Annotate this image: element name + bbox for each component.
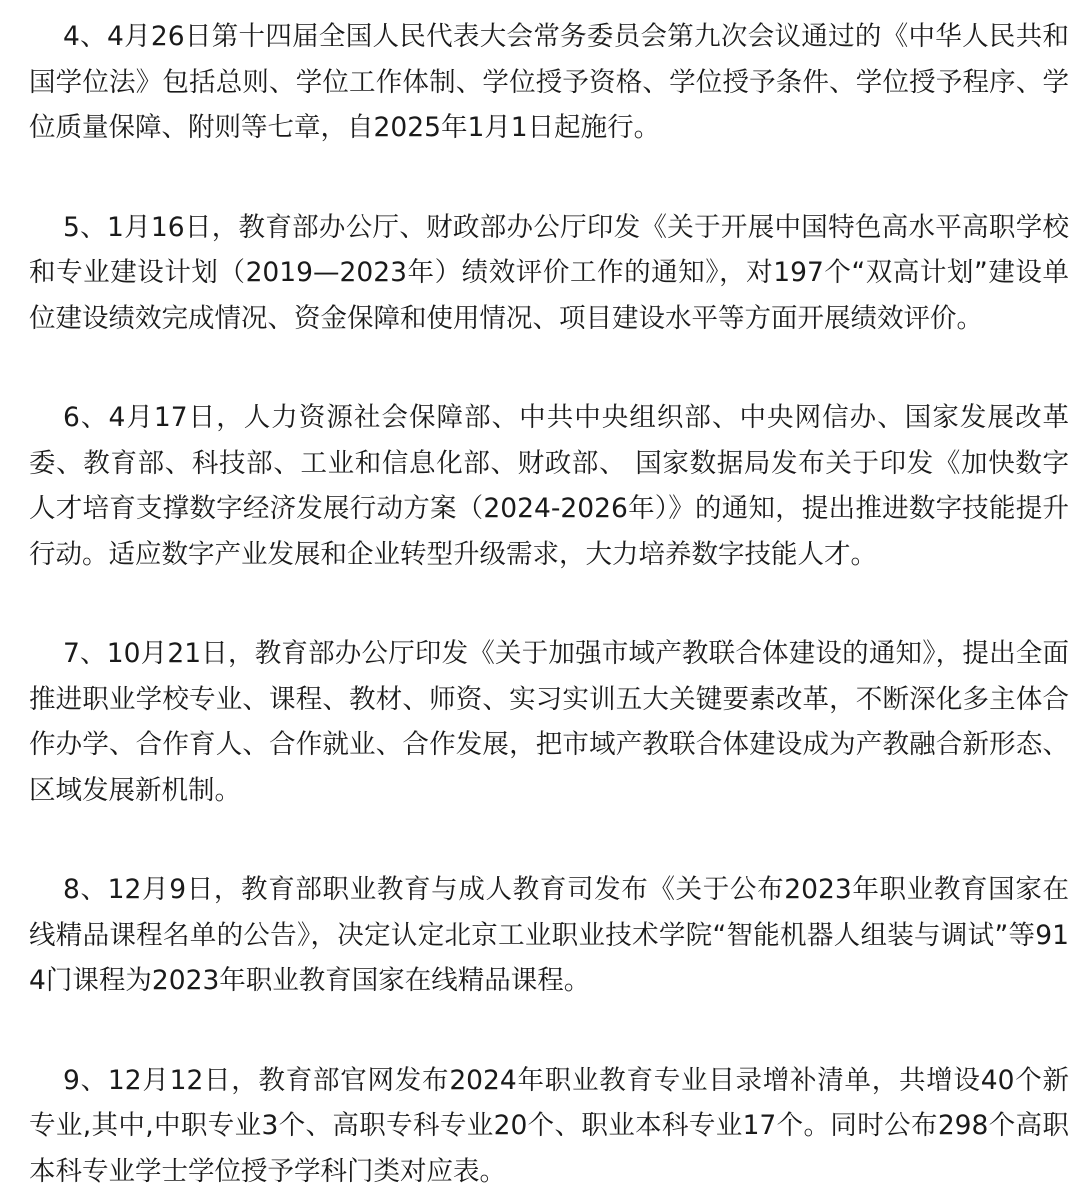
news-item-5: 5、1月16日，教育部办公厅、财政部办公厅印发《关于开展中国特色高水平高职学校和专业建设计划（2019—2023年）绩效评价工作的通知》，对197个“双高计划”建设单位建设绩效完成情况、资金保障和使用情况、项目建设水平等方面开展绩效评价。 [29,205,1069,342]
news-item-7: 7、10月21日，教育部办公厅印发《关于加强市域产教联合体建设的通知》，提出全面推进职业学校专业、课程、教材、师资、实习实训五大关键要素改革，不断深化多主体合作办学、合作育人、合作就业、合作发展，把市域产教联合体建设成为产教融合新形态、区域发展新机制。 [29,631,1069,813]
news-item-6: 6、4月17日，人力资源社会保障部、中共中央组织部、中央网信办、国家发展改革委、教育部、科技部、工业和信息化部、财政部、 国家数据局发布关于印发《加快数字人才培育支撑数字经济发展行动方案（2024-2026年）》的通知，提出推进数字技能提升行动。适应数字产业发展和企业转型升级需求，大力培养数字技能人才。 [29,395,1069,577]
news-item-8: 8、12月9日，教育部职业教育与成人教育司发布《关于公布2023年职业教育国家在线精品课程名单的公告》，决定认定北京工业职业技术学院“智能机器人组装与调试”等914门课程为2023年职业教育国家在线精品课程。 [29,867,1069,1004]
news-item-9: 9、12月12日，教育部官网发布2024年职业教育专业目录增补清单，共增设40个新专业,其中,中职专业3个、高职专科专业20个、职业本科专业17个。同时公布298个高职本科专业学士学位授予学科门类对应表。 [29,1058,1069,1194]
news-item-4: 4、4月26日第十四届全国人民代表大会常务委员会第九次会议通过的《中华人民共和国学位法》包括总则、学位工作体制、学位授予资格、学位授予条件、学位授予程序、学位质量保障、附则等七章，自2025年1月1日起施行。 [29,14,1069,151]
article-body [29,14,1069,1194]
